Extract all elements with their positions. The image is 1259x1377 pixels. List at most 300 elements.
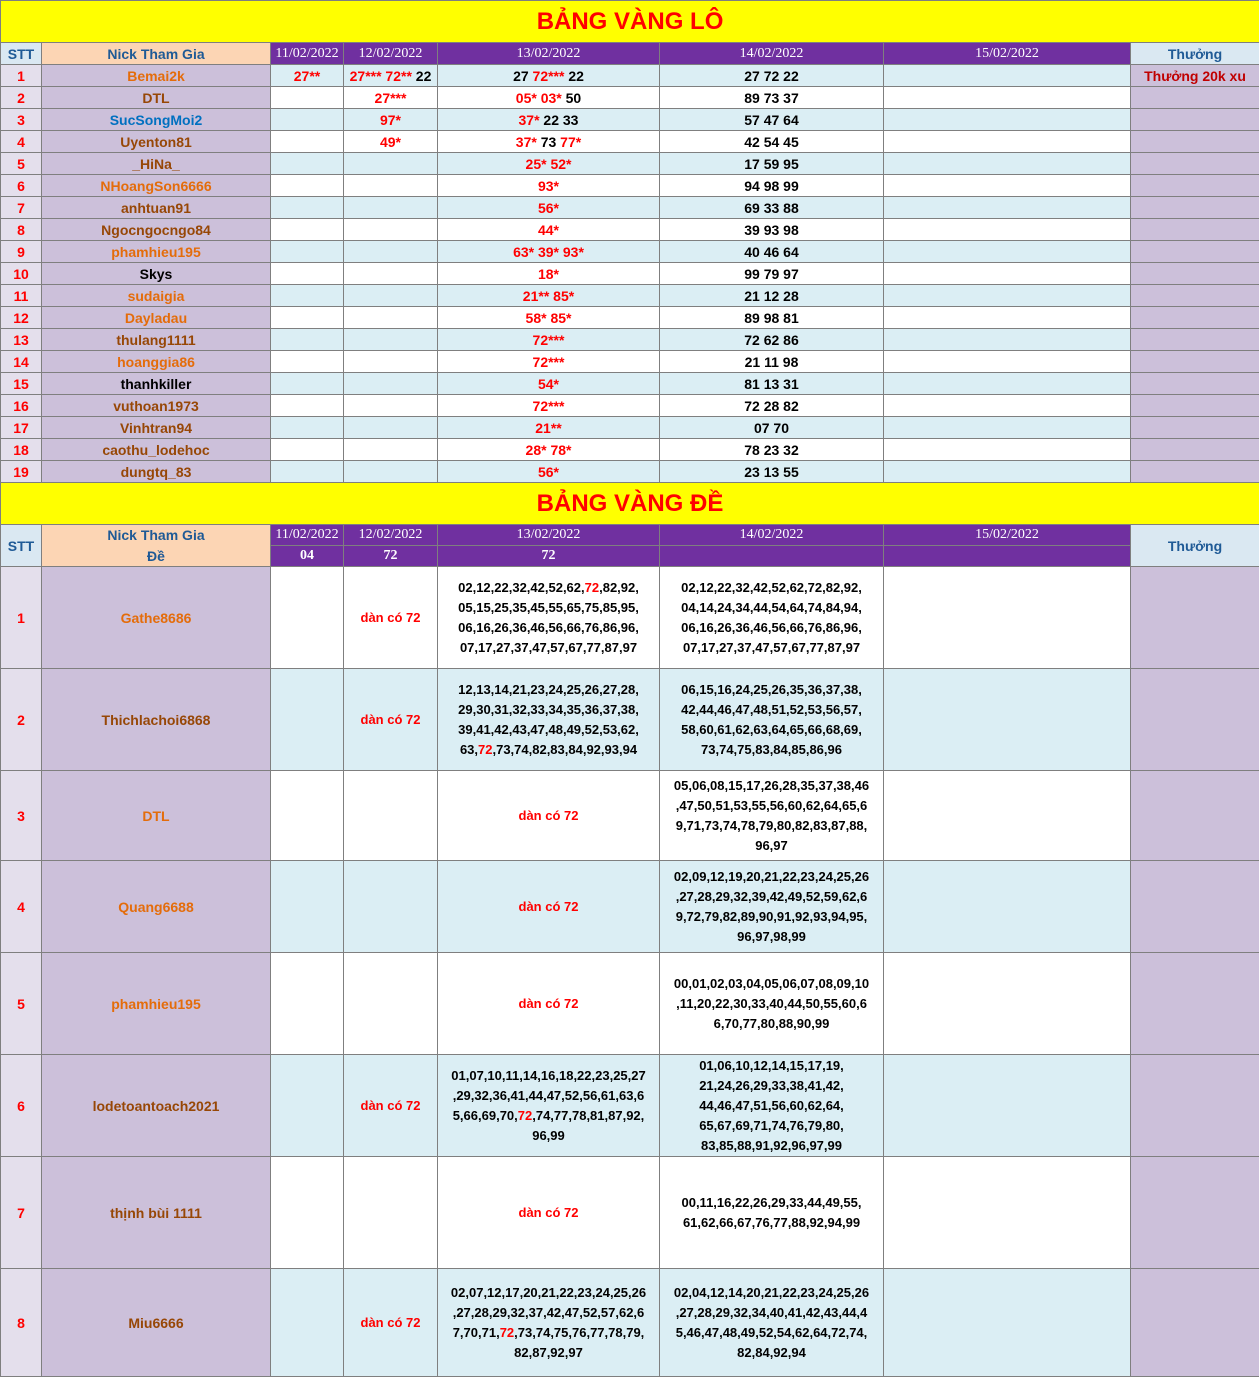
de-pick-13-a: 01,07,10,11,14,16,18,22,23,25,27 ,29,32,36,41,44,47,52,56,61,63,6 5,66,69,70,	[451, 1067, 646, 1123]
lo-prize	[1131, 263, 1259, 285]
lo-header-date-4: 14/02/2022	[660, 43, 884, 65]
lo-pick-15	[884, 241, 1131, 263]
lo-pick-15	[884, 219, 1131, 241]
de-prize	[1131, 1157, 1259, 1269]
de-pick-11	[271, 953, 344, 1055]
de-pick-13-hit: 72	[478, 741, 493, 757]
lo-pick-11	[271, 461, 344, 483]
de-pick-13-hit: 72	[517, 1107, 533, 1123]
lo-pick-13	[438, 395, 660, 417]
lo-prize: Thưởng 20k xu	[1131, 65, 1259, 87]
lo-pick-13-c: 73	[536, 133, 561, 150]
de-pick-14: 02,09,12,19,20,21,22,23,24,25,26 ,27,28,29,32,39,42,49,52,59,62,6 9,72,79,82,89,90,91,92,93,94,95, 96,97,98,99	[660, 861, 884, 953]
de-pick-14: 02,04,12,14,20,21,22,23,24,25,26 ,27,28,29,32,34,40,41,42,43,44,4 5,46,47,48,49,52,54,62,64,72,74, 82,84,92,94	[660, 1269, 884, 1377]
lo-pick-13-c: 22 33	[539, 111, 579, 128]
de-pick-11	[271, 861, 344, 953]
lo-pick-13	[438, 263, 660, 285]
lo-pick-13	[438, 197, 660, 219]
lo-pick-12	[344, 153, 438, 175]
lo-prize	[1131, 461, 1259, 483]
lo-stt: 5	[1, 153, 42, 175]
lo-header-stt: STT	[1, 43, 42, 65]
lo-prize	[1131, 329, 1259, 351]
lo-header-nick: Nick Tham Gia	[42, 43, 271, 65]
de-pick-12: dàn có 72	[344, 669, 438, 771]
de-pick-14: 00,01,02,03,04,05,06,07,08,09,10 ,11,20,22,30,33,40,44,50,55,60,6 6,70,77,80,88,90,99	[660, 953, 884, 1055]
lo-stt: 7	[1, 197, 42, 219]
lo-pick-12-hit: 49*	[379, 133, 402, 150]
lo-stt: 13	[1, 329, 42, 351]
lo-nick: Dayladau	[42, 307, 271, 329]
lo-pick-15	[884, 329, 1131, 351]
de-prize	[1131, 1055, 1259, 1157]
de-pick-13	[438, 567, 660, 669]
de-table-row	[1, 1269, 1259, 1377]
de-stt: 4	[1, 861, 42, 953]
lo-pick-13	[438, 65, 660, 87]
lo-pick-13-c: 50	[561, 89, 582, 106]
lo-pick-15	[884, 197, 1131, 219]
lo-stt: 17	[1, 417, 42, 439]
de-pick-12: dàn có 72	[344, 1269, 438, 1377]
lo-prize	[1131, 417, 1259, 439]
lo-pick-15	[884, 417, 1131, 439]
de-result-4	[660, 546, 884, 567]
lo-nick: Uyenton81	[42, 131, 271, 153]
de-prize	[1131, 1269, 1259, 1377]
lo-pick-11	[271, 87, 344, 109]
de-result-1: 04	[271, 546, 344, 567]
lo-pick-15	[884, 307, 1131, 329]
de-pick-15	[884, 567, 1131, 669]
de-prize	[1131, 861, 1259, 953]
lo-pick-11	[271, 329, 344, 351]
lo-pick-13	[438, 351, 660, 373]
lo-pick-13-a: 27	[513, 67, 533, 84]
lo-nick: thulang1111	[42, 329, 271, 351]
lo-pick-14: 27 72 22	[660, 65, 884, 87]
de-pick-13-a: 02,12,22,32,42,52,62,	[458, 579, 585, 595]
lo-stt: 12	[1, 307, 42, 329]
de-table-row	[1, 669, 1259, 771]
lo-pick-15	[884, 395, 1131, 417]
lo-pick-13-a: 28* 78*	[525, 441, 572, 458]
lo-pick-13	[438, 219, 660, 241]
lo-pick-11: 27**	[271, 65, 344, 87]
de-table-row	[1, 771, 1259, 861]
lo-header-row	[1, 43, 1259, 65]
lo-nick: Ngocngocngo84	[42, 219, 271, 241]
lo-pick-14: 39 93 98	[660, 219, 884, 241]
de-header-de: Đề	[42, 546, 271, 567]
lo-pick-14: 72 28 82	[660, 395, 884, 417]
lo-nick: dungtq_83	[42, 461, 271, 483]
de-header-date-3: 13/02/2022	[438, 525, 660, 546]
lo-pick-12	[344, 439, 438, 461]
lo-pick-14: 17 59 95	[660, 153, 884, 175]
lo-nick: SucSongMoi2	[42, 109, 271, 131]
de-pick-12: dàn có 72	[344, 567, 438, 669]
de-header-date-5: 15/02/2022	[884, 525, 1131, 546]
lo-pick-13-a: 93*	[537, 177, 560, 194]
lo-table-row	[1, 417, 1259, 439]
lo-table-row	[1, 373, 1259, 395]
de-pick-13-hit: 72	[584, 579, 600, 595]
de-prize	[1131, 567, 1259, 669]
lo-pick-13-a: 18*	[537, 265, 560, 282]
lo-pick-13	[438, 241, 660, 263]
de-stt: 6	[1, 1055, 42, 1157]
de-nick: Thichlachoi6868	[42, 669, 271, 771]
de-pick-13-c: ,73,74,82,83,84,92,93,94	[492, 741, 638, 757]
lo-pick-11	[271, 373, 344, 395]
de-pick-13-c: ,82,92, 05,15,25,35,45,55,65,75,85,95, 06,16,26,36,46,56,66,76,86,96, 07,17,27,37,47,57,67,77,87,97	[458, 579, 639, 655]
lo-pick-15	[884, 109, 1131, 131]
de-header-stt: STT	[1, 525, 42, 567]
de-table-row	[1, 567, 1259, 669]
lo-pick-13	[438, 439, 660, 461]
de-header-prize: Thưởng	[1131, 525, 1259, 567]
de-pick-11	[271, 669, 344, 771]
lo-pick-12	[344, 197, 438, 219]
lo-pick-13	[438, 285, 660, 307]
de-header-row-2	[1, 546, 1259, 567]
lo-table-row	[1, 241, 1259, 263]
lo-stt: 11	[1, 285, 42, 307]
lo-nick: thanhkiller	[42, 373, 271, 395]
lo-banner	[1, 1, 1259, 43]
lo-pick-14: 57 47 64	[660, 109, 884, 131]
de-pick-13-c: ,73,74,75,76,77,78,79, 82,87,92,97	[514, 1324, 645, 1360]
lo-pick-13-a: 54*	[537, 375, 560, 392]
de-result-2: 72	[344, 546, 438, 567]
lo-pick-14: 78 23 32	[660, 439, 884, 461]
de-header-date-2: 12/02/2022	[344, 525, 438, 546]
de-prize	[1131, 953, 1259, 1055]
lo-pick-11	[271, 395, 344, 417]
lo-pick-12	[344, 87, 438, 109]
lo-pick-12	[344, 285, 438, 307]
de-result-3: 72	[438, 546, 660, 567]
lo-pick-11	[271, 417, 344, 439]
lo-table-row	[1, 263, 1259, 285]
de-pick-14: 06,15,16,24,25,26,35,36,37,38, 42,44,46,47,48,51,52,53,56,57, 58,60,61,62,63,64,65,66,68,69, 73,74,75,83,84,85,86,96	[660, 669, 884, 771]
de-nick: Gathe8686	[42, 567, 271, 669]
lo-prize	[1131, 241, 1259, 263]
lo-nick: vuthoan1973	[42, 395, 271, 417]
de-pick-13: dàn có 72	[438, 771, 660, 861]
lo-pick-13-a: 63* 39* 93*	[513, 243, 584, 260]
lo-pick-13	[438, 329, 660, 351]
de-stt: 5	[1, 953, 42, 1055]
lo-stt: 18	[1, 439, 42, 461]
de-pick-12	[344, 1157, 438, 1269]
lo-table-row	[1, 307, 1259, 329]
de-pick-12	[344, 861, 438, 953]
lo-pick-13	[438, 109, 660, 131]
lo-stt: 1	[1, 65, 42, 87]
lo-pick-13	[438, 87, 660, 109]
lo-stt: 8	[1, 219, 42, 241]
lo-pick-14: 42 54 45	[660, 131, 884, 153]
lo-pick-13-c: 22	[564, 67, 584, 84]
lo-table-row	[1, 395, 1259, 417]
de-nick: Quang6688	[42, 861, 271, 953]
lo-prize	[1131, 153, 1259, 175]
lo-pick-12	[344, 109, 438, 131]
lo-pick-13-a: 72***	[532, 331, 565, 348]
lo-table-row	[1, 439, 1259, 461]
de-pick-12: dàn có 72	[344, 1055, 438, 1157]
lo-pick-11	[271, 219, 344, 241]
lo-pick-15	[884, 439, 1131, 461]
de-stt: 2	[1, 669, 42, 771]
de-pick-15	[884, 953, 1131, 1055]
lo-nick: DTL	[42, 87, 271, 109]
lo-pick-12	[344, 241, 438, 263]
lo-nick: sudaigia	[42, 285, 271, 307]
de-pick-13	[438, 1269, 660, 1377]
lo-header-prize: Thưởng	[1131, 43, 1259, 65]
lo-pick-14: 94 98 99	[660, 175, 884, 197]
lo-pick-11	[271, 153, 344, 175]
lo-pick-13-a: 05* 03*	[515, 89, 562, 106]
lo-pick-15	[884, 461, 1131, 483]
lo-stt: 9	[1, 241, 42, 263]
de-prize	[1131, 771, 1259, 861]
lo-prize	[1131, 109, 1259, 131]
lo-nick: anhtuan91	[42, 197, 271, 219]
de-result-5	[884, 546, 1131, 567]
lo-pick-14: 89 98 81	[660, 307, 884, 329]
de-pick-11	[271, 567, 344, 669]
lo-table-row	[1, 285, 1259, 307]
de-pick-13: dàn có 72	[438, 953, 660, 1055]
lo-pick-13-a: 37*	[518, 111, 540, 128]
lo-pick-13-b: 72***	[532, 67, 565, 84]
lo-nick: phamhieu195	[42, 241, 271, 263]
lo-header-date-1: 11/02/2022	[271, 43, 344, 65]
lo-prize	[1131, 87, 1259, 109]
lo-stt: 15	[1, 373, 42, 395]
de-pick-15	[884, 861, 1131, 953]
lo-table-row	[1, 461, 1259, 483]
lo-title: BẢNG VÀNG LÔ	[1, 1, 1259, 43]
lo-table-row	[1, 197, 1259, 219]
de-header-nick: Nick Tham Gia	[42, 525, 271, 546]
de-nick: DTL	[42, 771, 271, 861]
lo-stt: 14	[1, 351, 42, 373]
lo-pick-14: 69 33 88	[660, 197, 884, 219]
de-stt: 1	[1, 567, 42, 669]
de-pick-14: 02,12,22,32,42,52,62,72,82,92, 04,14,24,34,44,54,64,74,84,94, 06,16,26,36,46,56,66,76,86,96, 07,17,27,37,47,57,67,77,87,97	[660, 567, 884, 669]
lo-pick-13	[438, 175, 660, 197]
lo-table-row	[1, 329, 1259, 351]
de-table-row	[1, 861, 1259, 953]
de-title: BẢNG VÀNG ĐỀ	[1, 483, 1259, 525]
lo-pick-11	[271, 175, 344, 197]
lo-pick-13-a: 56*	[537, 199, 560, 216]
lo-pick-12	[344, 307, 438, 329]
de-pick-15	[884, 771, 1131, 861]
lo-nick: caothu_lodehoc	[42, 439, 271, 461]
lo-pick-13-a: 21**	[535, 419, 562, 436]
lo-pick-13-a: 37*	[515, 133, 537, 150]
lo-pick-13	[438, 131, 660, 153]
lo-pick-12	[344, 417, 438, 439]
lo-pick-13-a: 58* 85*	[525, 309, 572, 326]
lo-pick-13	[438, 307, 660, 329]
lo-pick-14: 23 13 55	[660, 461, 884, 483]
lo-pick-12-hit: 97*	[379, 111, 402, 128]
de-pick-15	[884, 669, 1131, 771]
lo-pick-11	[271, 263, 344, 285]
lo-nick: hoanggia86	[42, 351, 271, 373]
lo-prize	[1131, 285, 1259, 307]
de-table-row	[1, 1055, 1259, 1157]
lo-pick-11	[271, 241, 344, 263]
lo-nick: NHoangSon6666	[42, 175, 271, 197]
lo-pick-12	[344, 373, 438, 395]
lo-stt: 10	[1, 263, 42, 285]
lo-stt: 6	[1, 175, 42, 197]
lo-pick-11	[271, 109, 344, 131]
lo-header-date-2: 12/02/2022	[344, 43, 438, 65]
lo-pick-11	[271, 351, 344, 373]
de-pick-12	[344, 771, 438, 861]
lo-pick-14: 99 79 97	[660, 263, 884, 285]
de-table-row	[1, 1157, 1259, 1269]
lo-nick: Vinhtran94	[42, 417, 271, 439]
de-table-row	[1, 953, 1259, 1055]
de-nick: thịnh bùi 1111	[42, 1157, 271, 1269]
lo-table-row	[1, 87, 1259, 109]
lo-pick-13-a: 21** 85*	[522, 287, 575, 304]
de-pick-13-c: ,74,77,78,81,87,92, 96,99	[532, 1107, 645, 1143]
de-pick-13	[438, 669, 660, 771]
lo-pick-12	[344, 263, 438, 285]
lo-pick-12-hit: 27*** 72**	[349, 67, 412, 84]
lo-nick: Skys	[42, 263, 271, 285]
lo-pick-15	[884, 65, 1131, 87]
lo-pick-12	[344, 351, 438, 373]
de-nick: phamhieu195	[42, 953, 271, 1055]
de-pick-15	[884, 1269, 1131, 1377]
de-prize	[1131, 669, 1259, 771]
lo-pick-11	[271, 307, 344, 329]
de-pick-15	[884, 1055, 1131, 1157]
de-pick-15	[884, 1157, 1131, 1269]
lo-pick-15	[884, 351, 1131, 373]
de-pick-13-a: 02,07,12,17,20,21,22,23,24,25,26 ,27,28,29,32,37,42,47,52,57,62,6 7,70,71,	[450, 1284, 647, 1340]
de-pick-11	[271, 1157, 344, 1269]
de-pick-14: 05,06,08,15,17,26,28,35,37,38,46 ,47,50,51,53,55,56,60,62,64,65,6 9,71,73,74,78,79,80,82,83,87,88, 96,97	[660, 771, 884, 861]
lo-prize	[1131, 373, 1259, 395]
lo-pick-13	[438, 153, 660, 175]
de-pick-13-hit: 72	[499, 1324, 515, 1340]
lo-pick-15	[884, 87, 1131, 109]
lo-stt: 3	[1, 109, 42, 131]
lo-pick-13-a: 25* 52*	[525, 155, 572, 172]
lo-stt: 16	[1, 395, 42, 417]
lo-stt: 19	[1, 461, 42, 483]
lo-pick-13-a: 56*	[537, 463, 560, 480]
lo-pick-15	[884, 131, 1131, 153]
de-header-date-1: 11/02/2022	[271, 525, 344, 546]
de-pick-13-a: 12,13,14,21,23,24,25,26,27,28, 29,30,31,32,33,34,35,36,37,38, 39,41,42,43,47,48,49,52,53,62, 63,	[458, 681, 639, 757]
de-stt: 3	[1, 771, 42, 861]
lo-pick-15	[884, 373, 1131, 395]
lo-pick-13-a: 44*	[537, 221, 560, 238]
lo-table-row	[1, 109, 1259, 131]
lo-pick-13	[438, 417, 660, 439]
lo-pick-11	[271, 197, 344, 219]
lo-pick-14: 07 70	[660, 417, 884, 439]
lo-pick-12	[344, 175, 438, 197]
lo-stt: 4	[1, 131, 42, 153]
lo-pick-13	[438, 461, 660, 483]
de-pick-11	[271, 771, 344, 861]
lo-pick-15	[884, 175, 1131, 197]
lo-prize	[1131, 307, 1259, 329]
lo-prize	[1131, 175, 1259, 197]
de-stt: 7	[1, 1157, 42, 1269]
de-nick: Miu6666	[42, 1269, 271, 1377]
lo-pick-14: 21 11 98	[660, 351, 884, 373]
lo-table-row	[1, 65, 1259, 87]
lo-pick-13-a: 72***	[532, 397, 565, 414]
lo-pick-14: 40 46 64	[660, 241, 884, 263]
lo-header-date-5: 15/02/2022	[884, 43, 1131, 65]
lo-pick-12	[344, 219, 438, 241]
lo-pick-12-hit: 27***	[374, 89, 407, 106]
lo-pick-12	[344, 461, 438, 483]
lo-header-date-3: 13/02/2022	[438, 43, 660, 65]
lo-prize	[1131, 439, 1259, 461]
lo-table-row	[1, 219, 1259, 241]
lo-pick-12	[344, 395, 438, 417]
lo-pick-11	[271, 285, 344, 307]
de-pick-11	[271, 1269, 344, 1377]
lo-pick-12-miss: 22	[415, 67, 432, 84]
lo-prize	[1131, 131, 1259, 153]
lo-prize	[1131, 197, 1259, 219]
de-header-date-4: 14/02/2022	[660, 525, 884, 546]
de-pick-13: dàn có 72	[438, 1157, 660, 1269]
lo-pick-14: 72 62 86	[660, 329, 884, 351]
lo-table-row	[1, 351, 1259, 373]
lo-prize	[1131, 219, 1259, 241]
de-pick-11	[271, 1055, 344, 1157]
lo-pick-14: 81 13 31	[660, 373, 884, 395]
de-stt: 8	[1, 1269, 42, 1377]
de-pick-13: dàn có 72	[438, 861, 660, 953]
lo-pick-13-d: 77*	[560, 133, 582, 150]
lo-pick-13	[438, 373, 660, 395]
de-pick-13	[438, 1055, 660, 1157]
lo-pick-13-a: 72***	[532, 353, 565, 370]
lo-pick-14: 21 12 28	[660, 285, 884, 307]
lo-nick: Bemai2k	[42, 65, 271, 87]
lo-prize	[1131, 395, 1259, 417]
lo-table-row	[1, 131, 1259, 153]
lo-pick-11	[271, 439, 344, 461]
de-nick: lodetoantoach2021	[42, 1055, 271, 1157]
lo-pick-11	[271, 131, 344, 153]
de-pick-12	[344, 953, 438, 1055]
lo-stt: 2	[1, 87, 42, 109]
de-header-row-1	[1, 525, 1259, 546]
